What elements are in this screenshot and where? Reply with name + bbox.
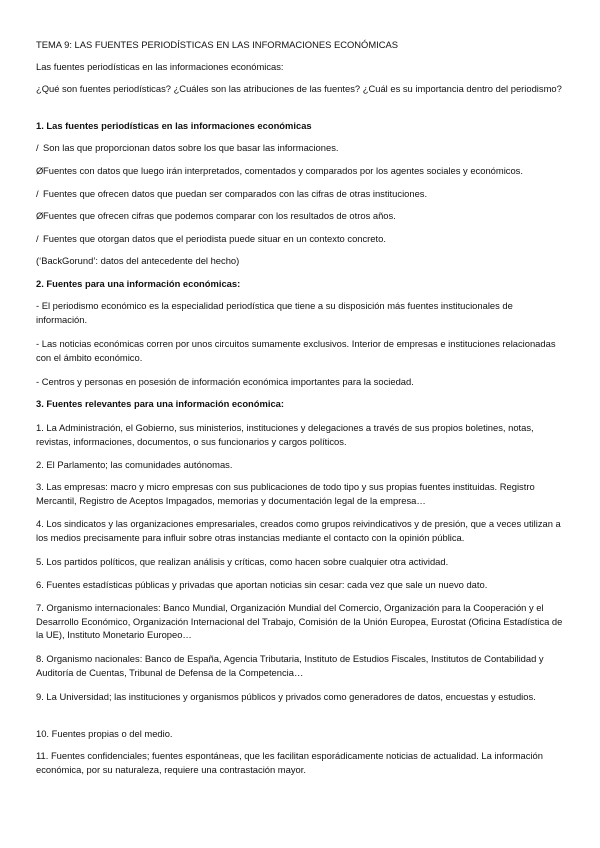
section-1-item-text: Fuentes que ofrecen cifras que podemos comparar con los resultados de otros años. bbox=[43, 210, 396, 221]
section-1-item-text: Fuentes que ofrecen datos que puedan ser comparados con las cifras de otras instituciones. bbox=[43, 188, 428, 199]
section-3-item: 3. Las empresas: macro y micro empresas con sus publicaciones de todo tipo y sus propias fuentes instituidas. Registro Mercantil, Registro de Aceptos Impagados, memorias y documentación legal de la empresa… bbox=[36, 481, 535, 506]
questions-paragraph: ¿Qué son fuentes periodísticas? ¿Cuáles son las atribuciones de las fuentes? ¿Cuál es su importancia dentro del periodismo? bbox=[36, 83, 562, 94]
section-1-item bbox=[36, 187, 564, 201]
section-3-heading: 3. Fuentes relevantes para una información económica: bbox=[36, 398, 284, 409]
bullet-mark: / bbox=[36, 142, 39, 153]
section-3-item: 9. La Universidad; las instituciones y organismos públicos y privados como generadores de datos, encuestas y estudios. bbox=[36, 691, 536, 702]
section-2-item: - Centros y personas en posesión de información económica importantes para la sociedad. bbox=[36, 376, 414, 387]
section-1-item bbox=[36, 164, 564, 178]
bullet-mark: / bbox=[36, 188, 39, 199]
section-1-item-text: Fuentes que otorgan datos que el periodista puede situar en un contexto concreto. bbox=[43, 233, 386, 244]
section-1-item-text: Son las que proporcionan datos sobre los que basar las informaciones. bbox=[43, 142, 339, 153]
section-3-item: 2. El Parlamento; las comunidades autónomas. bbox=[36, 459, 233, 470]
section-3-item: 4. Los sindicatos y las organizaciones empresariales, creados como grupos reivindicativos y de presión, que a veces utilizan a los medios precisamente para influir sobre otras instancias mediante el contacto con la opinión pública. bbox=[36, 518, 561, 543]
section-1-item-text: Fuentes con datos que luego irán interpretados, comentados y comparados por los agentes sociales y económicos. bbox=[43, 165, 523, 176]
document-title: TEMA 9: LAS FUENTES PERIODÍSTICAS EN LAS INFORMACIONES ECONÓMICAS bbox=[36, 39, 399, 50]
section-3-item: 1. La Administración, el Gobierno, sus ministerios, instituciones y delegaciones a través de sus propios boletines, notas, revistas, informaciones, documentos, o sus funcionarios y cargos políticos. bbox=[36, 422, 534, 447]
section-1-heading: 1. Las fuentes periodísticas en las informaciones económicas bbox=[36, 120, 312, 131]
section-2-item: - El periodismo económico es la especialidad periodística que tiene a su disposición más fuentes institucionales de información. bbox=[36, 300, 513, 325]
section-1-item bbox=[36, 141, 564, 155]
section-2-item: - Las noticias económicas corren por unos circuitos sumamente exclusivos. Interior de empresas e instituciones relacionadas con el ámbito económico. bbox=[36, 338, 556, 363]
background-note: (‘BackGorund’: datos del antecedente del hecho) bbox=[36, 255, 240, 266]
intro-line: Las fuentes periodísticas en las informaciones económicas: bbox=[36, 61, 284, 72]
section-1-item bbox=[36, 209, 564, 223]
section-3-item: 11. Fuentes confidenciales; fuentes espontáneas, que les facilitan esporádicamente noticias de actualidad. La información económica, por su naturaleza, requiere una contrastación mayor. bbox=[36, 750, 543, 775]
section-3-item: 6. Fuentes estadísticas públicas y privadas que aportan noticias sin cesar: cada vez que sale un nuevo dato. bbox=[36, 579, 488, 590]
section-3-item: 5. Los partidos políticos, que realizan análisis y críticas, como hacen sobre cualquier otra actividad. bbox=[36, 556, 449, 567]
section-2-heading: 2. Fuentes para una información económicas: bbox=[36, 278, 241, 289]
section-3-item: 10. Fuentes propias o del medio. bbox=[36, 728, 173, 739]
bullet-mark: Ø bbox=[36, 165, 44, 176]
bullet-mark: Ø bbox=[36, 210, 44, 221]
section-1-item bbox=[36, 232, 564, 246]
section-3-item: 7. Organismo internacionales: Banco Mundial, Organización Mundial del Comercio, Organización para la Cooperación y el Desarrollo Económico, Organización Internacional del Trabajo, Comisión de la Unión Europea, Eurostat (Oficina Estadística de la UE), Instituto Monetario Europeo… bbox=[36, 602, 563, 640]
bullet-mark: / bbox=[36, 233, 39, 244]
section-3-item: 8. Organismo nacionales: Banco de España, Agencia Tributaria, Instituto de Estudios Fiscales, Institutos de Contabilidad y Auditoría de Cuentas, Tribunal de Defensa de la Competencia… bbox=[36, 653, 544, 678]
